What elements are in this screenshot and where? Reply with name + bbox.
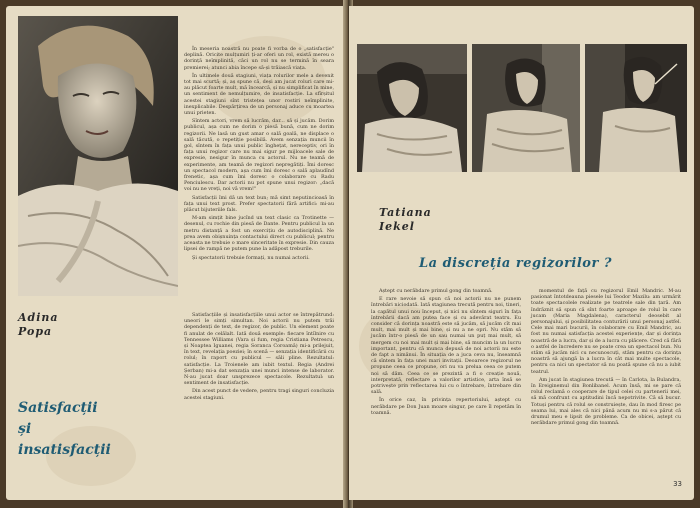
paragraph: Satisfacții îmi dă un text bun; mă simt neputincioasă în fața unui text prost. Prefer spectatorii fără artifici: mi-au plăcut bijuteriile fals. [184, 194, 334, 214]
headline-la-discretia-regizorilor: La discreția regizorilor ? [419, 256, 612, 271]
paragraph: Din acest punct de vedere, pentru tragi singuri concluzia acestei stagiuni. [184, 388, 335, 401]
paragraph: E rare nevoie să spun că noi actorii nu ne punem întrebări niciodată. Iată stagiunea trecută pentru noi, tineri, la capătul unui nou început, și nici nu sîntem siguri în fața întrebării dacă am putea face și cu adevărat teatru. Eu consider că dorința noastră este să jucăm, să jucăm cît mai mult, mai mult și mai bine, și nu a ne opri. Nu stăm să jucăm într-o piesă de un sau numai un puț mai mult, să mergem cu noi mai mult și mai bine, să muncim la un lucru important, pentru că munca depusă de noi actorii nu este de fapt a nimănui. În situația de a juca ceva nu, înseamnă că sîntem în fața unei mari invitații. Deoarece regizorul ne propune ceea ce propune, ori nu va prelua ceea ce putem noi să dăm. Ceea ce se prezintă a fi o creație nouă, interpretată, reflectare a valorilor artistice, arta însă se potrivește prin reflectarea lui cu o întrebare, întrebare din sală. [371, 296, 521, 396]
paragraph: Am jucat în stagiunea trecută — în Carlota, la Bulandra, în Ereiginemul din Bonlibanel. Acum însă, mi se pare că rolul reclamă o cooperare de tipul celei cu partenerii mei, să mă confrunt cu aptitudini încă nepotrivite. Că să bucur. Totuși pentru că rolul se construiește, dau în mod firesc pe seama lui, mai ales că nici până acum nu mi s-a părut că drumul meu e lipsit de probleme. Ca de obicei, aștept cu nerăbdare primul gong din toamnă. [531, 376, 681, 427]
last-name: Popa [18, 325, 53, 338]
last-name: Iekel [379, 220, 415, 233]
left-column-top [184, 46, 334, 311]
headline-line-2: și [18, 421, 32, 437]
name-tatiana-iekel [379, 206, 432, 234]
photo-tatiana-iekel-3 [585, 44, 687, 172]
paragraph: Și spectatorii trebuie formați, nu numai actorii. [192, 254, 310, 261]
photo-tatiana-iekel-1 [357, 44, 467, 172]
headline-line-3: insatisfacții [18, 442, 111, 458]
left-column-bottom [184, 312, 334, 492]
page-number: 33 [673, 480, 682, 488]
paragraph: Satisfacțiile și insatisfacțiile unui actor se întrepătrund: uneori le simți simultan. Noi actorii nu putem trăi dependenți de text, de regizor, de public. Un element poate fi anulat de celălalt. Iată două exemple: fiecare întîlnire cu Tennessee Williams (Vara și fum, regia Cristiana Petrescu, și Noaptea Iguanei, regia Soranca Coroamă) mi-a prilejuit, în text, revelația poeziei; în scenă — senzația identificării cu rolul; în raport cu publicul — săli pline. Rezultatul: satisfacție. La Troienele am iubit textul. Regia (Andrei Șerban) mi-a dat senzația unei munci intense de laborator. N-au jucat doar unsprezece spectacole. Rezultatul: un sentiment de insatisfacție. [184, 312, 334, 387]
right-page [349, 6, 694, 500]
paragraph: momentul de față cu regizorul Emil Mandric. M-au pasionat întotdeauna piesele lui Teodor Mazilu: am urmărit toate spectacolele realizate pe teatrele sale din țară. Am îndrăznit să spun că sînt foarte aproape de rolul în care jucam (Maria Magdalena), caracterul deosebit al personajului, și posibilitatea conturării unui personaj astfel. Cele mai mari bucurii, în colaborare cu Emil Mandric, au fost nu numai satisfacția acestei experiențe, dar și dorința noastră de a lucra, dar și de a lucra cu plăcere. Cred că fără o astfel de încredere nu se poate crea un spectacol bun. Nu stăm să jucăm nici cu necunoscuți, stăm pentru ca dorința noastră să ajungă la a lucra în cât mai multe spectacole, pentru ca nici un spectator să nu poată spune că nu a iubit teatrul. [531, 288, 681, 375]
right-column-2 [531, 288, 681, 473]
name-adina-popa [18, 311, 59, 339]
paragraph: În orice caz, în privința repertoriului, aștept cu nerăbdare pe Don Juan moare singur, pe care îl repetăm în toamnă. [371, 397, 521, 416]
portrait-photo-adina-popa [18, 16, 178, 296]
headline-line-1: Satisfacții [18, 400, 98, 416]
paragraph: Aștept cu nerăbdare primul gong din toamnă. [379, 288, 493, 294]
first-name: Adina [18, 311, 59, 324]
headline-satisfactii [18, 398, 168, 461]
right-column-1 [371, 288, 521, 478]
paragraph: În meseria noastră nu poate fi vorba de o „satisfacție" deplină. Oricite mulțumiri ți-ar oferi un rol, există mereu o dorință neîmplinită, căci un rol nu se termină în seara premierei; atunci abia începe să-și trăiască viața. [184, 46, 334, 71]
paragraph: În ultimele două stagiuni, viața rolurilor mele a devenit tot mai scurtă; și, aș spune că, deși am jucat roluri care mi-au plăcut foarte mult, mă încearcă, și nu simplificat în mine, un sentiment de nemulțumire, de insatisfacție. La sfîrșitul acestei stagiuni sînt tristețea unor rostiri neîmplinite, inexplicabile. Despărțirea de un personaj aduce cu moartea unui prieten. [184, 72, 334, 117]
first-name: Tatiana [379, 206, 432, 219]
paragraph: Sîntem actori, vrem să lucrăm, dar... să și jucăm. Dorim publicul, așa cum ne dorim o piesă bună, cum ne dorim regizorii. Ne lasă un gust amar o sală goală, ne displace o sală tăcută, o repetiție posibilă. Avem senzația muncii în gol, sîntem în fața unui public înghețat, nereceptiv, ori în fața unui regizor care nu mai sigur pe mijloacele sale de expresie, nesigur în munca cu actorul. Nu ne teamă de experimente, am teamă de regizori nepregătiți. Îmi doresc un spectacol modern, așa cum îmi doresc o sală aplaudînd frenetic, așa cum îmi doresc o colaborare cu Radu Penciulescu. Dar actorii nu pot spune unui regizor: „dacă voi nu ne vreți, noi vă vrem!" [184, 118, 334, 193]
photo-tatiana-iekel-2 [472, 44, 580, 172]
left-page [6, 6, 345, 500]
paragraph: M-am simțit bine jucînd un text clasic ca Trotinette — desenul, cu rochie din piesă de Dante. Pentru publicul la un metru distanță a fost un exercițiu de autodisciplină. Ne prea avem obișnuința contactului direct cu publicul; pentru aceasta ne trebuie o mare sinceritate în expresie. Din cauza lipsei de rampă ne putem pune la adăpost treburile. [184, 215, 334, 253]
